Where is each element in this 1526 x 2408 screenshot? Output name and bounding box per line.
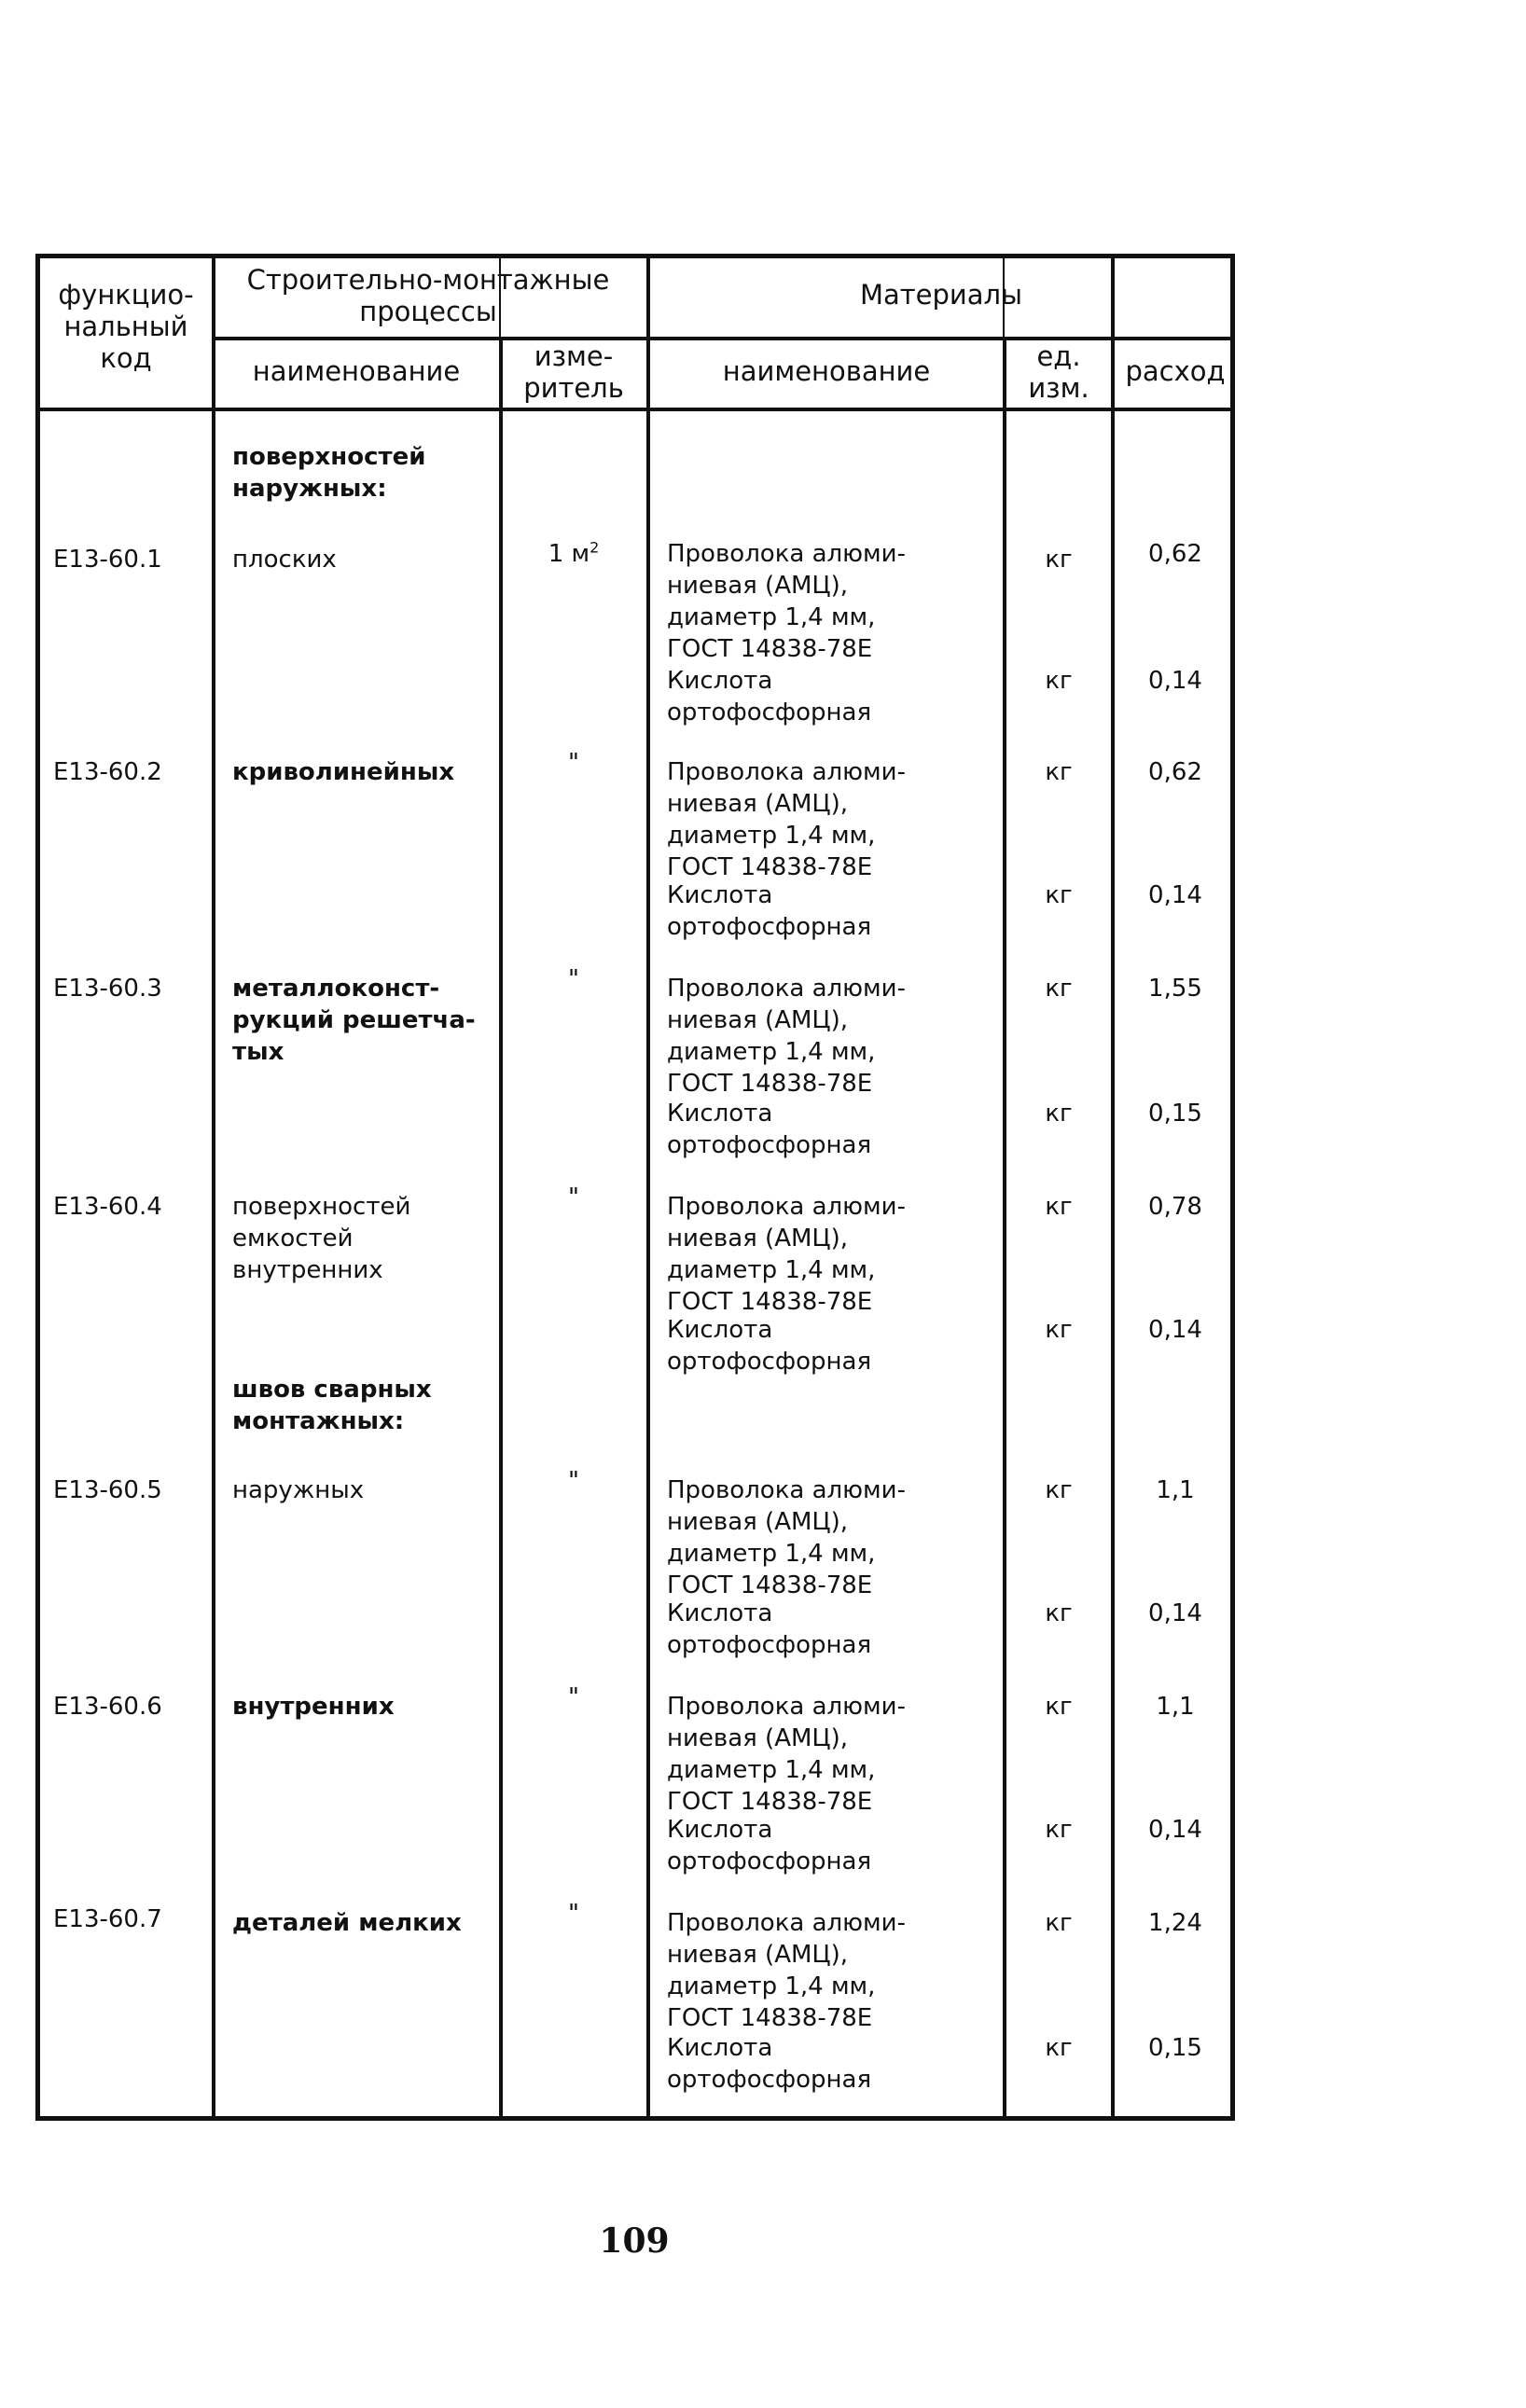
row-unit: " xyxy=(568,1183,579,1211)
material-name: Кислота ортофосфорная xyxy=(667,1599,872,1659)
header-mat-name: наименование xyxy=(722,355,931,387)
header-processes: Строительно-монтажные процессы xyxy=(246,264,610,327)
material-rate: 0,15 xyxy=(1148,1100,1202,1128)
material-unit: кг xyxy=(1045,1693,1073,1721)
row-unit: " xyxy=(568,965,579,993)
material-name: Кислота ортофосфорная xyxy=(667,1100,872,1159)
material-name: Кислота ортофосфорная xyxy=(667,2034,872,2094)
material-name: Кислота ортофосфорная xyxy=(667,667,872,727)
row-process-name: поверхностей емкостей внутренних xyxy=(232,1193,411,1284)
row-code: Е13-60.5 xyxy=(53,1476,162,1504)
row-code: Е13-60.4 xyxy=(53,1193,162,1221)
material-name: Проволока алюми- ниевая (АМЦ), диаметр 1,4 мм, ГОСТ 14838-78Е xyxy=(667,540,906,663)
row-unit xyxy=(501,538,646,570)
material-rate: 0,14 xyxy=(1148,1316,1202,1344)
header-mat-rate: расход xyxy=(1125,355,1226,387)
material-name: Проволока алюми- ниевая (АМЦ), диаметр 1,4 мм, ГОСТ 14838-78Е xyxy=(667,758,906,881)
material-unit: кг xyxy=(1045,975,1073,1003)
header-mat-unit: ед. изм. xyxy=(1028,340,1089,404)
material-rate: 0,14 xyxy=(1148,1599,1202,1627)
material-unit: кг xyxy=(1045,1476,1073,1504)
material-unit: кг xyxy=(1045,1816,1073,1844)
row-code: Е13-60.1 xyxy=(53,546,162,574)
material-name: Проволока алюми- ниевая (АМЦ), диаметр 1,4 мм, ГОСТ 14838-78Е xyxy=(667,1193,906,1316)
material-rate: 0,15 xyxy=(1148,2034,1202,2062)
material-name: Проволока алюми- ниевая (АМЦ), диаметр 1,4 мм, ГОСТ 14838-78Е xyxy=(667,1909,906,2032)
row-process-name: деталей мелких xyxy=(232,1909,462,1937)
material-name: Проволока алюми- ниевая (АМЦ), диаметр 1,4 мм, ГОСТ 14838-78Е xyxy=(667,1693,906,1816)
header-code: функцио- нальный код xyxy=(58,279,194,374)
material-rate: 1,1 xyxy=(1156,1693,1195,1721)
material-unit: кг xyxy=(1045,881,1073,909)
row-unit-sup: 2 xyxy=(590,538,600,557)
header-bottom-line xyxy=(40,408,1235,411)
material-rate: 0,62 xyxy=(1148,758,1202,786)
col-divider xyxy=(212,258,215,2116)
material-unit: кг xyxy=(1045,1100,1073,1128)
header-materials: Материалы xyxy=(860,279,1022,311)
row-unit: " xyxy=(568,749,579,777)
material-unit: кг xyxy=(1045,1599,1073,1627)
row-process-name: внутренних xyxy=(232,1693,395,1721)
row-process-name: плоских xyxy=(232,546,337,574)
material-unit: кг xyxy=(1045,1193,1073,1221)
col-divider xyxy=(646,258,650,2116)
row-unit: " xyxy=(568,1467,579,1495)
materials-table xyxy=(35,254,1235,2121)
group-label: швов сварных монтажных: xyxy=(232,1376,432,1435)
header-proc-unit: изме- ритель xyxy=(523,340,624,404)
row-process-name: криволинейных xyxy=(232,758,455,786)
material-rate: 0,62 xyxy=(1148,540,1202,568)
material-name: Кислота ортофосфорная xyxy=(667,1316,872,1376)
row-code: Е13-60.3 xyxy=(53,975,162,1003)
material-name: Кислота ортофосфорная xyxy=(667,881,872,941)
row-code: Е13-60.7 xyxy=(53,1905,162,1933)
material-rate: 0,14 xyxy=(1148,1816,1202,1844)
row-process-name: наружных xyxy=(232,1476,365,1504)
header-proc-name: наименование xyxy=(252,355,461,387)
material-rate: 1,1 xyxy=(1156,1476,1195,1504)
material-unit: кг xyxy=(1045,546,1073,574)
page-number: 109 xyxy=(599,2221,670,2261)
material-name: Проволока алюми- ниевая (АМЦ), диаметр 1,4 мм, ГОСТ 14838-78Е xyxy=(667,1476,906,1599)
material-name: Кислота ортофосфорная xyxy=(667,1816,872,1875)
material-name: Проволока алюми- ниевая (АМЦ), диаметр 1,4 мм, ГОСТ 14838-78Е xyxy=(667,975,906,1098)
material-rate: 0,78 xyxy=(1148,1193,1202,1221)
group-label: поверхностей наружных: xyxy=(232,443,426,503)
row-process-name: металлоконст- рукций решетча- тых xyxy=(232,975,476,1066)
material-unit: кг xyxy=(1045,758,1073,786)
material-rate: 0,14 xyxy=(1148,667,1202,695)
material-rate: 1,24 xyxy=(1148,1909,1202,1937)
material-unit: кг xyxy=(1045,1316,1073,1344)
material-unit: кг xyxy=(1045,2034,1073,2062)
material-rate: 0,14 xyxy=(1148,881,1202,909)
row-unit: " xyxy=(568,1683,579,1711)
row-code: Е13-60.2 xyxy=(53,758,162,786)
row-unit-base: 1 м xyxy=(548,540,590,568)
material-unit: кг xyxy=(1045,667,1073,695)
material-rate: 1,55 xyxy=(1148,975,1202,1003)
row-code: Е13-60.6 xyxy=(53,1693,162,1721)
material-unit: кг xyxy=(1045,1909,1073,1937)
row-unit: " xyxy=(568,1900,579,1928)
